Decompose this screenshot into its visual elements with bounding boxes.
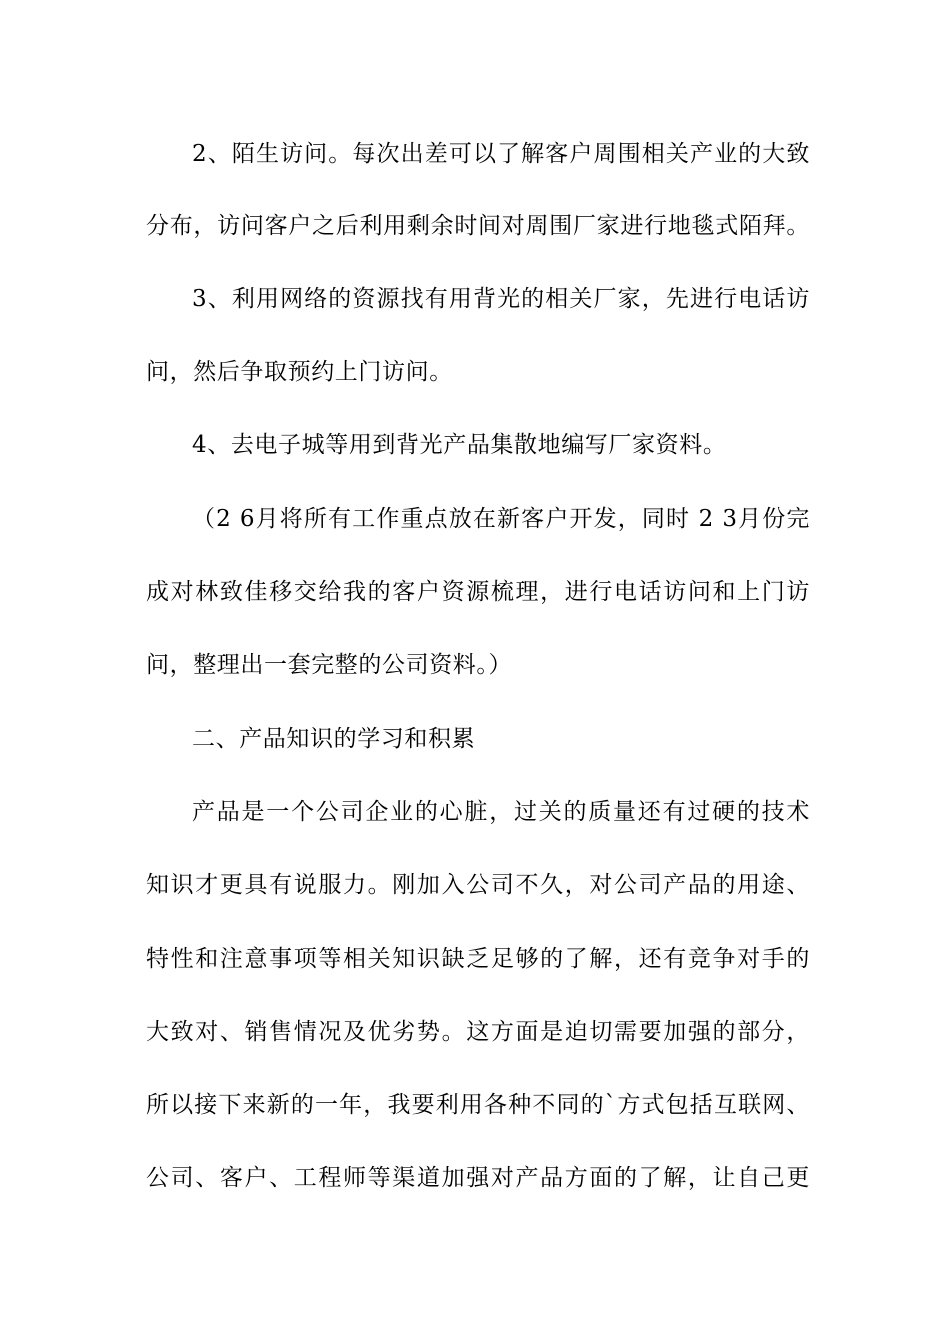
paragraph-line: 3、利用网络的资源找有用背光的相关厂家，先进行电话访: [192, 286, 810, 312]
paragraph-line: 成对林致佳移交给我的客户资源梳理，进行电话访问和上门访: [146, 579, 810, 605]
paragraph-line: 4、去电子城等用到背光产品集散地编写厂家资料。: [192, 432, 727, 458]
section-heading: 二、产品知识的学习和积累: [192, 726, 476, 752]
paragraph-line: 分布，访问客户之后利用剩余时间对周围厂家进行地毯式陌拜。: [146, 213, 810, 239]
paragraph-line: 所以接下来新的一年，我要利用各种不同的`方式包括互联网、: [146, 1092, 810, 1118]
paragraph-line: 问，然后争取预约上门访问。: [146, 359, 453, 385]
paragraph-line: 知识才更具有说服力。刚加入公司不久，对公司产品的用途、: [146, 872, 810, 898]
paragraph-line: 特性和注意事项等相关知识缺乏足够的了解，还有竞争对手的: [146, 946, 810, 972]
paragraph-line: 大致对、销售情况及优劣势。这方面是迫切需要加强的部分，: [146, 1019, 810, 1045]
paragraph-line: 公司、客户、工程师等渠道加强对产品方面的了解，让自己更: [146, 1165, 810, 1191]
paragraph-line: （2 6月将所有工作重点放在新客户开发，同时 2 3月份完: [192, 506, 810, 532]
paragraph-line: 2、陌生访问。每次出差可以了解客户周围相关产业的大致: [192, 141, 810, 167]
paragraph-line: 产品是一个公司企业的心脏，过关的质量还有过硬的技术: [192, 799, 810, 825]
paragraph-line: 问，整理出一套完整的公司资料。）: [146, 652, 513, 678]
